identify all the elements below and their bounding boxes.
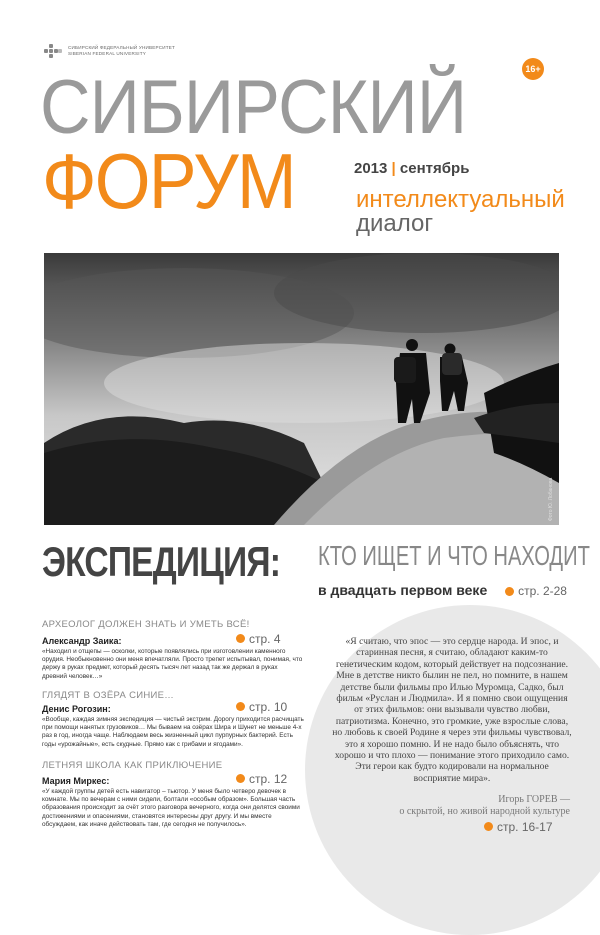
bullet-icon [505, 587, 514, 596]
section-page-ref-3[interactable] [236, 770, 287, 788]
headline-page-ref[interactable] [505, 582, 567, 598]
section-page-ref-1[interactable] [236, 630, 281, 648]
section-author-2: Денис Рогозин: [42, 704, 111, 714]
headline-sub2-text: в двадцать первом веке [318, 582, 488, 598]
section-text-2: «Вообще, каждая зимняя экспедиция — чистый экстрим. Дорогу приходится расчищать при помощи нанятых грузовиков… Мы бываем на озёрах Шира и Шунет не меньше 4-х раз в год, иногда чаще. Наблюдаем весь жизненный цикл пурпурных бактерий. Есть годы «урожайные», есть скудные. Прямо как с грибами и ягодами». [42, 716, 304, 748]
university-logo-icon [44, 44, 62, 58]
section-author-1: Александр Заика: [42, 636, 122, 646]
photo-credit: Фото Ю. Лобанова [548, 477, 554, 521]
bullet-icon [236, 702, 245, 711]
cover-headline: ЭКСПЕДИЦИЯ: [42, 538, 281, 585]
university-logo-block [44, 44, 175, 58]
section-page-ref-text: стр. 10 [249, 700, 288, 714]
bullet-icon [236, 634, 245, 643]
issue-year: 2013 [354, 160, 388, 177]
bullet-icon [484, 822, 493, 831]
university-name-ru: СИБИРСКИЙ ФЕДЕРАЛЬНЫЙ УНИВЕРСИТЕТ [68, 45, 176, 50]
section-page-ref-text: стр. 4 [249, 632, 281, 646]
masthead-subtitle-line2: диалог [356, 210, 434, 237]
age-rating-badge: 16+ [522, 58, 544, 80]
section-heading-2: ГЛЯДЯТ В ОЗЁРА СИНИЕ… [42, 690, 175, 701]
masthead-title-line2: ФОРУМ [42, 137, 295, 225]
quote-author-sub: о скрытой, но живой народной культуре [399, 806, 570, 817]
masthead-title-line1: СИБИРСКИЙ [40, 65, 467, 150]
cover-headline-sub2 [318, 582, 567, 598]
cover-headline-sub: КТО ИЩЕТ И ЧТО НАХОДИТ [318, 540, 590, 571]
headline-page-ref-text: стр. 2-28 [518, 584, 567, 598]
university-name-en: SIBERIAN FEDERAL UNIVERSITY [68, 51, 146, 56]
quote-text: «Я считаю, что эпос — это сердце народа. И эпос, и старинная песня, я считаю, обладают каким-то генетическим кодом, который действует на подсознание. Мне в детстве никто былин не пел, но помните, в нашем детстве были фильмы про Илью Муромца, Садко, был фильм «Руслан и Людмила». И я помню свои ощущения от этих фильмов: они вызывали чувство любви, патриотизма. Конечно, это громкие, уже взрослые слова, но любовь к своей Родине я через эти фильмы чувствовал, это я хорошо помню. И не надо было объяснять, что хорошо и что плохо — понимание этого приходило само. Эти герои как будто кодировали на нормальное восприятие мира». [332, 636, 572, 784]
cover-photo [44, 253, 559, 525]
hikers-photo [44, 253, 559, 525]
bullet-icon [236, 774, 245, 783]
date-separator: | [391, 160, 396, 177]
section-text-1: «Находил и отщепы — осколки, которые появлялись при изготовлении каменного орудия. Необыкновенно они меня впечатляли. Просто трепет испытывал, понимая, что держу в руках предмет, который десять тысяч лет назад так же держал в руках древний человек…» [42, 648, 303, 680]
masthead-subtitle-line1: интеллектуальный [356, 186, 565, 213]
issue-date [354, 160, 469, 177]
quote-page-ref-text: стр. 16-17 [497, 820, 553, 834]
section-text-3: «У каждой группы детей есть навигатор – тьютор. У меня было четверо девочек в комнате. Мы по вечерам с ними сидели, болтали «особым образом». Большая часть образования происходит за счёт этого разговора вечерного, когда они делятся своими достижениями и опасениями, становятся интересны друг другу. И мы вместе обсуждаем, как иначе действовать там, где сегодня не получилось». [42, 788, 300, 828]
section-page-ref-2[interactable] [236, 698, 287, 716]
section-author-3: Мария Миркес: [42, 776, 110, 786]
section-heading-1: АРХЕОЛОГ ДОЛЖЕН ЗНАТЬ И УМЕТЬ ВСЁ! [42, 619, 250, 630]
section-heading-3: ЛЕТНЯЯ ШКОЛА КАК ПРИКЛЮЧЕНИЕ [42, 760, 223, 771]
quote-page-ref[interactable] [484, 818, 553, 836]
issue-month: сентябрь [399, 160, 470, 177]
quote-author: Игорь ГОРЕВ — [498, 794, 570, 805]
section-page-ref-text: стр. 12 [249, 772, 288, 786]
